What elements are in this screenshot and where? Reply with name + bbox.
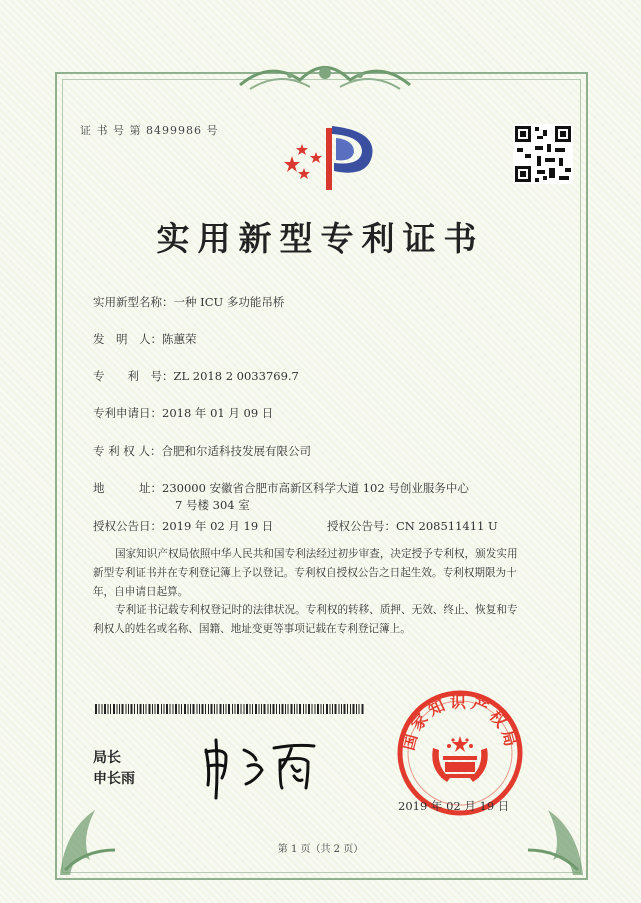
address-line2: 7 号楼 304 室 [175, 498, 250, 512]
paragraph-1-line-3: 年，自申请日起算。 [93, 586, 189, 598]
grant-date-value: 2019 年 02 月 19 日 [162, 519, 274, 533]
grant-number-row [327, 518, 498, 534]
barcode-icon [95, 704, 365, 714]
inventor-value: 陈蕙荣 [162, 332, 197, 346]
corner-ornament-right-icon [518, 790, 588, 880]
top-ornament-icon [230, 55, 420, 95]
grant-number-value: CN 208511411 U [396, 519, 498, 533]
certificate-title: 实用新型专利证书 [156, 219, 485, 258]
qr-code-icon [513, 124, 573, 184]
seal-date: 2019 年 02 月 19 日 [398, 799, 510, 813]
patentee-label: 专 利 权 人： [93, 444, 162, 458]
utility-model-name-label: 实用新型名称： [93, 295, 174, 309]
grant-date-label: 授权公告日： [93, 519, 162, 533]
inventor-row [93, 331, 197, 347]
director-title: 局长 [93, 750, 121, 766]
address-label: 地 址： [93, 481, 162, 495]
patent-office-logo-icon [282, 116, 382, 194]
address-row [93, 480, 469, 496]
patentee-value: 合肥和尔适科技发展有限公司 [161, 444, 311, 458]
svg-text:国家知识产权局: 国家知识产权局 [398, 692, 522, 753]
utility-model-name-row [93, 294, 284, 310]
grant-number-label: 授权公告号： [327, 519, 396, 533]
paragraph-1-line-1: 国家知识产权局依照中华人民共和国专利法经过初步审查，决定授予专利权，颁发实用 [115, 548, 518, 560]
grant-date-row [93, 518, 273, 534]
director-signature [196, 730, 336, 800]
address-line1: 230000 安徽省合肥市高新区科学大道 102 号创业服务中心 [162, 481, 469, 495]
paragraph-1-line-2: 新型专利证书并在专利登记簿上予以登记。专利权自授权公告之日起生效。专利权期限为十 [93, 567, 517, 579]
filing-date-value: 2018 年 01 月 09 日 [162, 406, 274, 420]
page-number: 第 1 页（共 2 页） [277, 844, 364, 855]
patentee-row [93, 443, 311, 459]
filing-date-row [93, 405, 273, 421]
patent-number-value: ZL 2018 2 0033769.7 [173, 369, 299, 383]
filing-date-label: 专利申请日： [93, 406, 162, 420]
paragraph-2-line-1: 专利证书记载专利权登记时的法律状况。专利权的转移、质押、无效、终止、恢复和专 [115, 604, 518, 616]
inventor-label: 发 明 人： [93, 332, 162, 346]
patent-number-label: 专 利 号： [93, 369, 174, 383]
utility-model-name-value: 一种 ICU 多功能吊桥 [173, 295, 285, 309]
director-name: 申长雨 [93, 771, 135, 787]
certificate-number: 证 书 号 第 8499986 号 [80, 124, 219, 137]
corner-ornament-left-icon [55, 790, 125, 880]
patent-number-row [93, 368, 299, 384]
paragraph-2-line-2: 利权人的姓名或名称、国籍、地址变更等事项记载在专利登记簿上。 [93, 623, 411, 635]
